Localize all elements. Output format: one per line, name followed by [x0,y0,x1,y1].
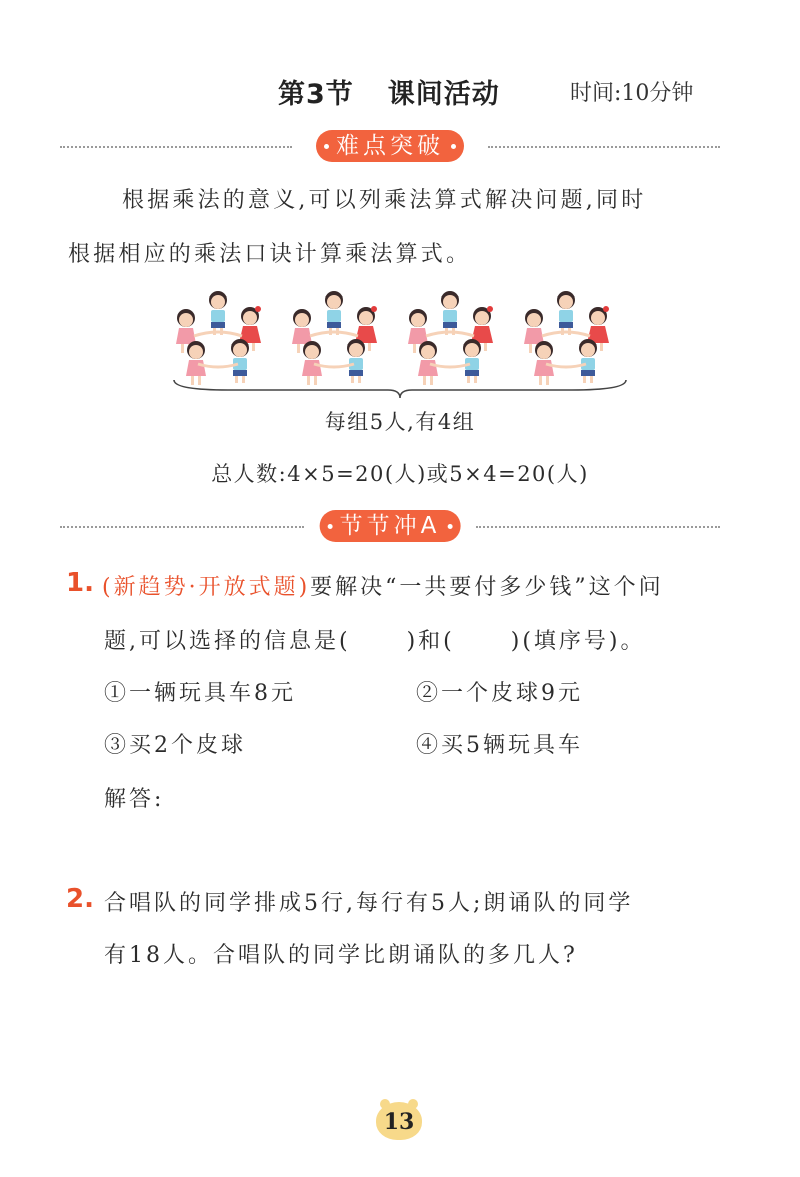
option-3: ③买2个皮球 [104,733,246,758]
option-1: ①一辆玩具车8元 [104,681,296,706]
question-1-text: 要解决“一共要付多少钱”这个问 [310,575,664,600]
dotted-rule-left [60,526,304,528]
question-1-tag: (新趋势·开放式题) [102,575,311,600]
page-number-badge: 13 [376,1102,422,1140]
question-2-line-1: 合唱队的同学排成5行,每行有5人;朗诵队的同学 [104,891,634,916]
dotted-rule-left [60,146,292,148]
question-1-stem [102,570,664,601]
section-number: 第3节 [278,79,354,110]
lesson-title [278,72,500,111]
answer-label: 解答: [104,787,165,812]
dotted-rule-right [476,526,720,528]
option-4: ④买5辆玩具车 [416,733,583,758]
section-divider-practice [60,510,720,544]
question-1-prompt-part: )(填序号)。 [510,629,646,654]
section-badge-difficulty: 难点突破 [316,130,464,162]
intro-line-1: 根据乘法的意义,可以列乘法算式解决问题,同时 [122,188,647,213]
section-divider-difficulty [60,130,720,164]
question-1-prompt-part: )和( [406,629,455,654]
question-1-number: 1. [66,568,94,598]
question-1-prompt [104,624,646,655]
time-label: 时间:10分钟 [570,81,694,106]
children-groups-illustration [168,288,632,398]
section-badge-practice: 节节冲A [320,510,461,542]
lesson-name: 课间活动 [387,79,500,110]
question-2-number: 2. [66,884,94,914]
figure-caption: 每组5人,有4组 [324,410,476,434]
question-1-prompt-part: 题,可以选择的信息是( [104,629,351,654]
option-2: ②一个皮球9元 [416,681,583,706]
question-2-line-2: 有18人。合唱队的同学比朗诵队的多几人? [104,943,578,968]
dotted-rule-right [488,146,720,148]
figure-formula: 总人数:4×5=20(人)或5×4=20(人) [211,462,589,486]
group-brace [174,380,626,398]
intro-line-2: 根据相应的乘法口诀计算乘法算式。 [68,242,472,267]
